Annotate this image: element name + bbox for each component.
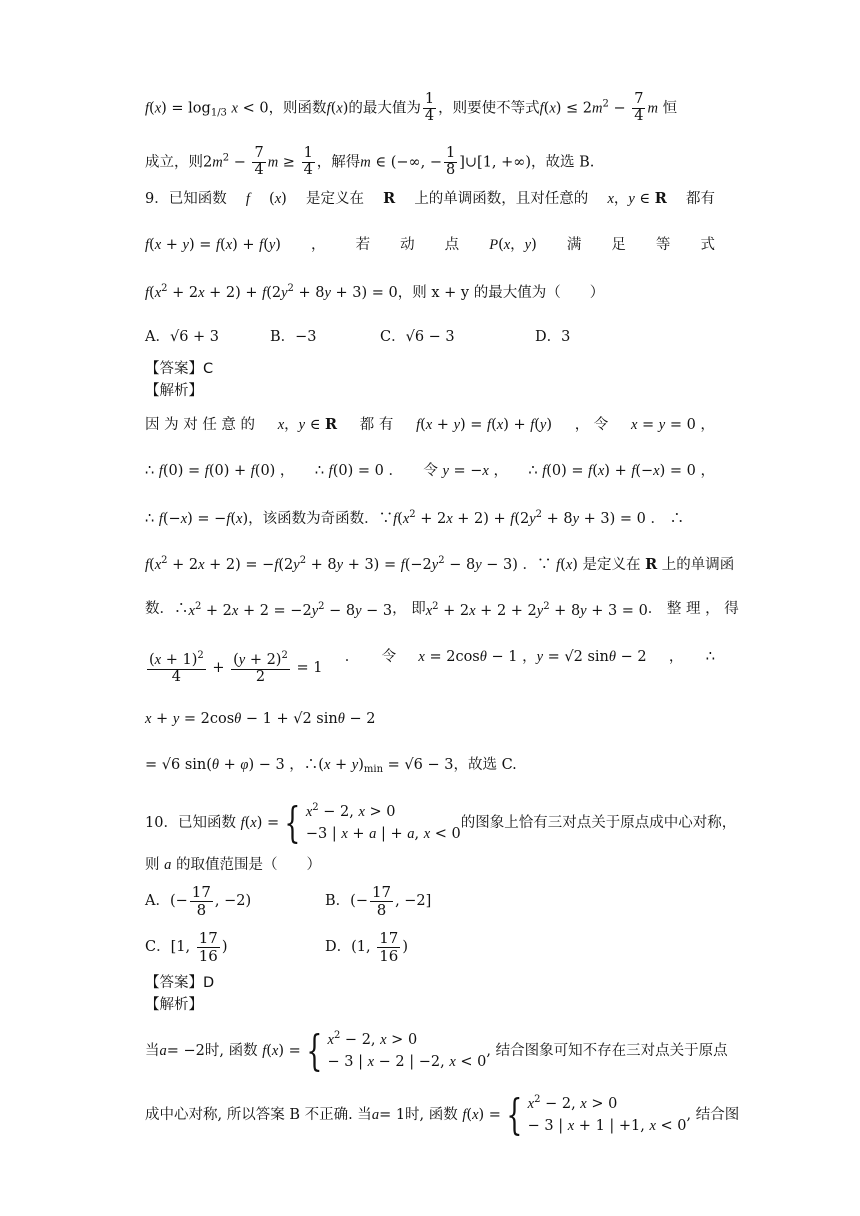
solution-9-line-5: 数．∴ $x^2 + 2x + 2 = -2y^2 - 8y - 3$ ， 即 $x^2 + 2x + 2 + 2y^2 + 8y + 3 = 0$ ． 整 理 ， 得 xyxy=(145,601,739,619)
solution-9-line-6: $\frac{(x + 1)^2}{4}$ + $\frac{(y + 2)^2}{2}$ = 1 ． 令 x = 2cosθ − 1 ，y = √2 sinθ − 2 ， ∴ xyxy=(149,649,715,685)
option-a: A．√6 + 3 xyxy=(145,329,220,345)
question-9-answer: 【答案】C xyxy=(145,361,214,377)
question-10-options-ab xyxy=(145,884,715,924)
question-9-stem-line-1: 9．已知函数 f (x) 是定义在 R 上的单调函数，且对任意的 x，y ∈ R 都有 xyxy=(145,190,715,207)
option-a: A．(− $\frac{17}{8}$ , −2) xyxy=(145,883,252,919)
solution-9-line-8: = √6 sin(θ + φ) − 3 ，∴(x + $y)_{min} = √6 - 3$，故选 C. xyxy=(145,757,517,775)
question-9-stem-line-2: f(x + y) = f(x) + f(y) ， 若 动 点 P(x，y) 满 足 等 式 xyxy=(145,237,715,253)
question-10-answer: 【答案】D xyxy=(145,975,215,991)
option-b: B．−3 xyxy=(270,329,317,345)
option-c: C．[1, $\frac{17}{16}$ ) xyxy=(145,929,228,965)
solution-10-line-1: 当 a = −2 时, 函数 f ( x ) = { $x^2 - 2$, x > 0 − 3 | x − 2 | −2, x < 0 , 结合图象可知不存在三对点关于原点 xyxy=(145,1025,728,1075)
question-10-analysis-label: 【解析】 xyxy=(145,997,203,1013)
question-10-stem-line-2: 则 a 的取值范围是（ ） xyxy=(145,857,321,873)
question-9-stem-line-3: $f(x^2 + 2x + 2) + f(2y^2 + 8y + 3) = 0$，则 x + y 的最大值为（ ） xyxy=(145,283,605,301)
question-10-options-cd xyxy=(145,930,715,970)
solution-8-line-2: 成立，则$2m^2$ − $\frac{7}{4}$ m ≥ $\frac{1}{4}$ ，解得m ∈ (−∞, − $\frac{1}{8}$ ]∪[1, +∞)，故选 B. xyxy=(145,145,595,178)
option-c: C．√6 − 3 xyxy=(380,329,455,345)
option-b: B．(− $\frac{17}{8}$ , −2] xyxy=(325,883,432,919)
solution-9-line-3: ∴ f(−x) = −f(x)，该函数为奇函数．$\because f(x^2 + 2x + 2) + f(2y^2 + 8y + 3) = 0$ ． ∴ xyxy=(145,509,685,527)
solution-9-line-7: x + y = 2cosθ − 1 + √2 sinθ − 2 xyxy=(145,711,376,727)
solution-9-line-1: 因 为 对 任 意 的 x，y ∈ R 都 有 f(x + y) = f(x) + f(y) ， 令 x = y = 0 ， xyxy=(145,416,715,433)
option-d: D．(1, $\frac{17}{16}$ ) xyxy=(325,929,409,965)
solution-9-line-4: $f(x^2 + 2x + 2) = -f(2y^2 + 8y + 3) = f(-2y^2 - 8y - 3)$ ．∵ f(x) 是定义在 R 上的单调函 xyxy=(145,555,735,573)
question-10-stem-line-1: 10． 已知函数 f ( x ) = { $x^2 - 2$, x > 0 −3 | x + a | + a, x < 0 的图象上恰有三对点关于原点成中心对称， xyxy=(145,797,737,847)
solution-8-line-1: $f(x) = \log_{1/3} x < 0$，则函数f(x)的最大值为 $\frac{1}{4}$ ，则要使不等式$f(x) \le 2m^2$ − $\frac{7}{4}$ m 恒 xyxy=(145,91,678,124)
question-9-analysis-label: 【解析】 xyxy=(145,383,203,399)
solution-10-line-2: 成中心对称, 所以答案 B 不正确. 当 a = 1 时, 函数 f ( x ) = { $x^2 - 2$, x > 0 − 3 | x + 1 | +1, x < 0 , 结合图 xyxy=(145,1089,740,1139)
solution-9-line-2: ∴ f(0) = f(0) + f(0) ， ∴ f(0) = 0 ． 令 y = −x ， ∴ f(0) = f(x) + f(−x) = 0 ， xyxy=(145,463,715,479)
option-d: D．3 xyxy=(535,329,571,345)
